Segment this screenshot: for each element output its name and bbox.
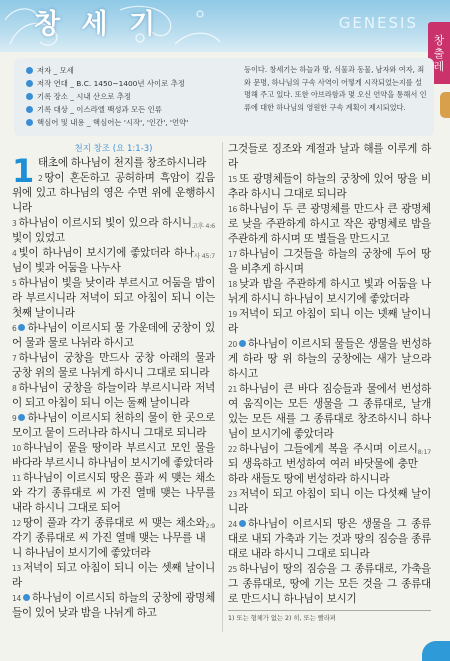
verse-text: 낮과 밤을 주관하게 하시고 빛과 어둠을 나뉘게 하시니 하나님이 보시기에 좋았더라	[228, 278, 431, 305]
verse	[12, 441, 215, 471]
verse-text: 또 광명체들이 하늘의 궁창에 있어 땅을 비추라 하시니 그대로 되니라	[228, 173, 431, 200]
verse-number: 5	[12, 279, 17, 288]
verse-text: 하나님이 이르시되 하늘의 궁창에 광명체들이 있어 낮과 밤을 나뉘게 하고	[12, 592, 215, 619]
bullet-icon	[26, 106, 33, 113]
verse-number: 9	[12, 414, 17, 423]
tab-label-exodus: 출	[433, 46, 445, 60]
verse-text: 그것들로 징조와 계절과 날과 해를 이루게 하라	[228, 143, 431, 170]
paragraph-marker-icon	[18, 324, 25, 331]
verse-number: 8	[12, 384, 17, 393]
fact-keywords: 핵심어 및 내용 _ 핵심어는 '시작', '인간', '언약'	[26, 116, 226, 129]
verse-text: 하나님이 궁창을 만드사 궁창 아래의 물과 궁창 위의 물로 나뉘게 하시니 그대로 되니라	[12, 352, 215, 379]
verse-text: 하나님이 이르시되 땅은 풀과 씨 맺는 채소와 각기 종류대로 씨 가진 열매 맺는 나무를 내라 하시니 그대로 되어	[12, 472, 215, 514]
paragraph-marker-icon	[239, 340, 246, 347]
verse	[12, 516, 215, 561]
verse	[12, 152, 215, 190]
verse	[12, 471, 215, 516]
paragraph-marker-icon	[18, 414, 25, 421]
verse-number: 19	[228, 310, 237, 319]
page-corner-tab	[422, 641, 450, 661]
verse-text: 하나님이 이르시되 땅은 생물을 그 종류대로 내되 가축과 기는 것과 땅의 짐승을 종류대로 내라 하시니 그대로 되니라	[228, 518, 431, 560]
verse	[12, 246, 215, 276]
fact-audience: 기록 대상 _ 이스라엘 백성과 모든 인류	[26, 103, 226, 116]
column-divider	[222, 142, 223, 632]
verse-text: 하나님이 빛을 낮이라 부르시고 어둠을 밤이라 부르시니라 저녁이 되고 아침이 되니 이는 첫째 날이니라	[12, 277, 215, 319]
verse	[12, 351, 215, 381]
verse-number: 25	[228, 565, 237, 574]
side-accent-bar	[440, 92, 450, 118]
verse	[228, 202, 431, 247]
verse	[228, 562, 431, 607]
book-facts-list	[26, 64, 226, 129]
verse	[12, 381, 215, 411]
verse-number: 22	[228, 445, 237, 454]
verse-number: 11	[12, 474, 21, 483]
verse-text: 하나님이 그것들을 하늘의 궁창에 두어 땅을 비추게 하시며	[228, 248, 431, 275]
verse-text: 저녁이 되고 아침이 되니 이는 넷째 날이니라	[228, 308, 431, 335]
verse	[228, 442, 431, 487]
cross-reference: 고후 4:6	[191, 222, 215, 230]
verse-number: 10	[12, 444, 21, 453]
verse-text: 태초에 하나님이 천지를 창조하시니라	[37, 157, 207, 169]
fact-author: 저자 _ 모세	[26, 64, 226, 77]
verse	[228, 337, 431, 382]
verse-number: 24	[228, 520, 237, 529]
verse-text: 빛이 하나님이 보시기에 좋았더라 하나님이 빛과 어둠을 나누사	[12, 247, 194, 274]
book-summary: 등이다. 창세기는 하늘과 땅, 식물과 동물, 남자와 여자, 죄와 문명, 하나님의 구속 사역이 어떻게 시작되었는지를 설명해 주고 있다. 또한 아브라함과 몇 오신 언약을 통해서 인류에 대한 하나님의 영원한 구속 계획이 제시되었다.	[244, 65, 427, 112]
verse-number: 2	[37, 174, 43, 183]
verse	[12, 321, 215, 351]
verse-number: 20	[228, 340, 237, 349]
verse-text: 하나님이 이르시되 천하의 물이 한 곳으로 모이고 뭍이 드러나라 하시니 그대로 되니라	[12, 412, 215, 439]
verse-text: 하나님이 땅의 짐승을 그 종류대로, 가축을 그 종류대로, 땅에 기는 모든 것을 그 종류대로 만드시니 하나님이 보시기	[228, 563, 431, 605]
verse-text: 하나님이 이르시되 빛이 있으라 하시니 빛이 있었고	[12, 217, 192, 244]
paragraph-marker-icon	[239, 520, 246, 527]
footnote-divider	[228, 610, 431, 611]
verse-number: 12	[12, 519, 21, 528]
verse	[228, 142, 431, 172]
verse-number: 3	[12, 219, 17, 228]
verse-number: 23	[228, 490, 237, 499]
left-column	[12, 142, 215, 621]
verse-text: 하나님이 두 큰 광명체를 만드사 큰 광명체로 낮을 주관하게 하시고 작은 광명체로 밤을 주관하게 하시며 또 별들을 만드시고	[228, 203, 431, 245]
verse-text: 하나님이 이르시되 물 가운데에 궁창이 있어 물과 물로 나뉘라 하시고	[12, 322, 215, 349]
verse-number: 14	[12, 594, 21, 603]
verse	[12, 411, 215, 441]
verse-list-right	[228, 142, 431, 607]
fact-place: 기록 장소 _ 시내 산으로 추정	[26, 90, 226, 103]
verse-text: 땅이 풀과 각기 종류대로 씨 맺는 채소와 각기 종류대로 씨 가진 열매 맺는 나무를 내니 하나님이 보시기에 좋았더라	[12, 517, 206, 559]
cross-reference: 사 45:7	[193, 252, 215, 260]
right-column	[228, 142, 431, 622]
verse-text: 땅이 혼돈하고 공허하며 흑암이 깊음 위에 있고 하나님의 영은 수면 위에 운행하시니라	[12, 172, 215, 214]
verse-number: 4	[12, 249, 17, 258]
verse-number: 21	[228, 385, 237, 394]
paragraph-marker-icon	[23, 594, 30, 601]
verse-text: 하나님이 큰 바다 짐승들과 물에서 번성하여 움직이는 모든 생물을 그 종류대로, 날개 있는 모든 새를 그 종류대로 창조하시니 하나님이 보시기에 좋았더라	[228, 383, 431, 440]
verse-text: 하나님이 뭍을 땅이라 부르시고 모인 물을 바다라 부르시니 하나님이 보시기에 좋았더라	[12, 442, 215, 469]
cross-reference: 8:17	[417, 448, 431, 456]
verse-number: 13	[12, 564, 21, 573]
book-title-english: GENESIS	[338, 14, 418, 32]
bullet-icon	[26, 67, 33, 74]
bullet-icon	[26, 93, 33, 100]
verse	[12, 561, 215, 591]
verse	[228, 487, 431, 517]
book-introduction	[14, 58, 434, 136]
footnote: 1) 또는 형체가 없는 2) 히, 또는 빨라펴	[228, 615, 337, 622]
verse	[228, 277, 431, 307]
verse	[12, 216, 215, 246]
verse-number: 16	[228, 205, 237, 214]
verse	[228, 172, 431, 202]
chapter-number: 1	[12, 152, 34, 190]
verse-number: 17	[228, 250, 237, 259]
verse	[228, 247, 431, 277]
book-title: 창 세 기	[34, 9, 162, 40]
verse	[12, 171, 215, 216]
bullet-icon	[26, 80, 33, 87]
section-title: 천지 창조 (요 1:1-3)	[74, 144, 153, 154]
book-header	[0, 0, 450, 52]
verse-number: 7	[12, 354, 17, 363]
fact-date: 저작 연대 _ B.C. 1450~1400년 사이로 추정	[26, 77, 226, 90]
cross-reference: 2:9	[205, 522, 215, 530]
verse	[12, 591, 215, 621]
verse-list-left	[12, 152, 215, 621]
verse	[228, 517, 431, 562]
tab-label-genesis: 창	[433, 33, 445, 47]
verse	[12, 276, 215, 321]
verse-number: 6	[12, 324, 17, 333]
verse-text: 저녁이 되고 아침이 되니 이는 다섯째 날이니라	[228, 488, 431, 515]
verse-text: 하나님이 궁창을 하늘이라 부르시니라 저녁이 되고 아침이 되니 이는 둘째 날이니라	[12, 382, 215, 409]
verse-text: 하나님이 그들에게 복을 주시며 이르시되 생육하고 번성하여 여러 바닷물에 충만하라 새들도 땅에 번성하라 하시니라	[228, 443, 418, 485]
verse	[228, 382, 431, 442]
verse-text: 저녁이 되고 아침이 되니 이는 셋째 날이니라	[12, 562, 215, 589]
verse-number: 18	[228, 280, 237, 289]
verse-text: 하나님이 이르시되 물들은 생물을 번성하게 하라 땅 위 하늘의 궁창에는 새가 날으라 하시고	[228, 338, 431, 380]
tab-label-leviticus: 레	[433, 59, 445, 73]
verse	[228, 307, 431, 337]
verse-number: 15	[228, 175, 237, 184]
bullet-icon	[26, 119, 33, 126]
